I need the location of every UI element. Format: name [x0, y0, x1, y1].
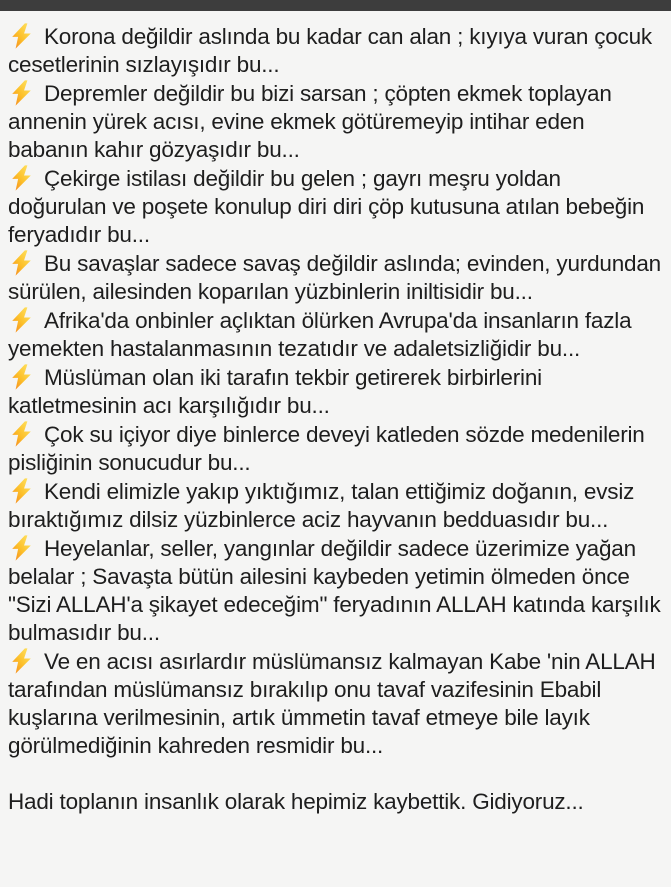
paragraph-text: Bu savaşlar sadece savaş değildir aslında; evinden, yurdundan sürülen, ailesinden koparılan yüzbinlerin iniltisidir bu... [8, 251, 661, 304]
paragraph-text: Çok su içiyor diye binlerce deveyi katleden sözde medenilerin pisliğinin sonucudur bu... [8, 422, 645, 475]
paragraph-text: Depremler değildir bu bizi sarsan ; çöpten ekmek toplayan annenin yürek acısı, evine ekmek götüremeyip intihar eden babanın kahır gözyaşıdır bu... [8, 81, 612, 162]
lightning-bolt-icon [8, 306, 35, 334]
lightning-bolt-icon [8, 249, 35, 277]
post-paragraph [8, 164, 665, 249]
post-paragraph [8, 477, 665, 534]
paragraph-text: Afrika'da onbinler açlıktan ölürken Avrupa'da insanların fazla yemekten hastalanmasının tezatıdır ve adaletsizliğidir bu... [8, 308, 632, 361]
post-paragraph [8, 534, 665, 647]
post-paragraph [8, 22, 665, 79]
post-paragraph [8, 647, 665, 760]
paragraph-text: Müslüman olan iki tarafın tekbir getirerek birbirlerini katletmesinin acı karşılığıdır bu... [8, 365, 542, 418]
post-paragraph [8, 249, 665, 306]
paragraph-text: Kendi elimizle yakıp yıktığımız, talan ettiğimiz doğanın, evsiz bıraktığımız dilsiz yüzbinlerce aciz hayvanın bedduasıdır bu... [8, 479, 635, 532]
lightning-bolt-icon [8, 164, 35, 192]
post-paragraph [8, 306, 665, 363]
paragraph-text: Ve en acısı asırlardır müslümansız kalmayan Kabe 'nin ALLAH tarafından müslümansız bırakılıp onu tavaf vazifesinin Ebabil kuşlarına verilmesinin, artık ümmetin tavaf etmeye bile layık görülmediğinin kahreden resmidir bu... [8, 649, 656, 758]
closing-text: Hadi toplanın insanlık olarak hepimiz kaybettik. Gidiyoruz... [8, 789, 584, 814]
lightning-bolt-icon [8, 79, 35, 107]
post-paragraph [8, 79, 665, 164]
post-paragraph [8, 363, 665, 420]
lightning-bolt-icon [8, 647, 35, 675]
paragraph-text: Korona değildir aslında bu kadar can alan ; kıyıya vuran çocuk cesetlerinin sızlayışıdır bu... [8, 24, 652, 77]
lightning-bolt-icon [8, 477, 35, 505]
paragraph-text: Çekirge istilası değildir bu gelen ; gayrı meşru yoldan doğurulan ve poşete konulup diri diri çöp kutusuna atılan bebeğin feryadıdır bu... [8, 166, 645, 247]
lightning-bolt-icon [8, 420, 35, 448]
top-dark-strip [0, 0, 671, 11]
post-body [0, 11, 671, 816]
lightning-bolt-icon [8, 363, 35, 391]
lightning-bolt-icon [8, 534, 35, 562]
lightning-bolt-icon [8, 22, 35, 50]
paragraph-text: Heyelanlar, seller, yangınlar değildir sadece üzerimize yağan belalar ; Savaşta bütün ailesini kaybeden yetimin ölmeden önce "Sizi ALLAH'a şikayet edeceğim" feryadının ALLAH katında karşılık bulmasıdır bu... [8, 536, 661, 645]
post-paragraph [8, 420, 665, 477]
